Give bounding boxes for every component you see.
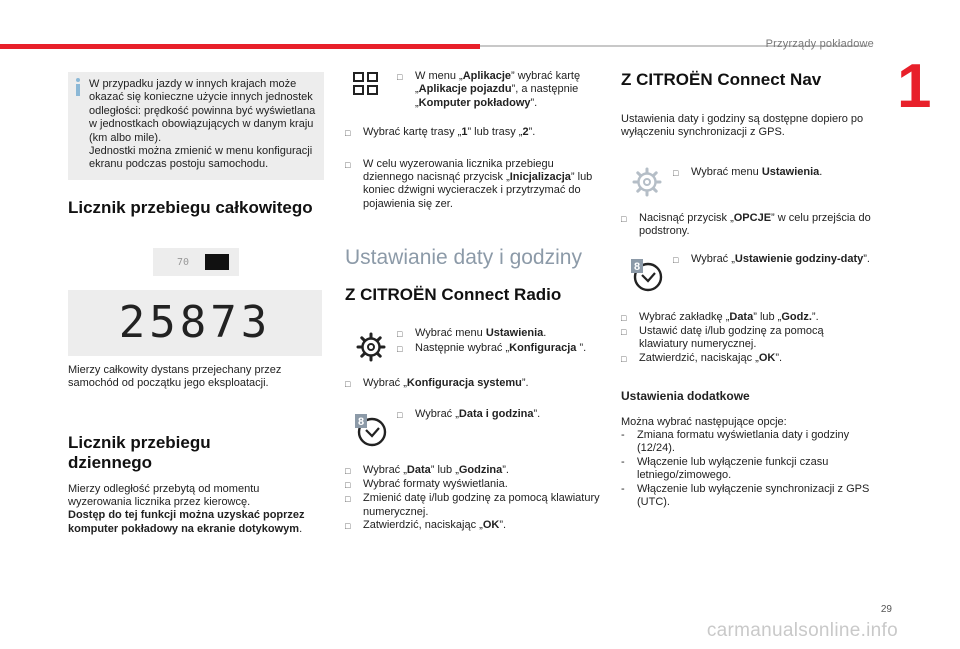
odometer-display [68, 290, 322, 356]
column-1 [68, 72, 324, 536]
odometer-title: Licznik przebiegu całkowitego [68, 197, 313, 217]
column-3 [621, 70, 871, 510]
step-apps: □ W menu „Aplikacje” wybrać kartę „Aplikacje pojazdu”, a następnie „Komputer pokładowy”. [397, 70, 581, 109]
checkbox-bullet-icon: □ [621, 213, 627, 224]
step-reset: □ W celu wyzerowania licznika przebiegu dziennego nacisnąć przycisk „Inicjalizacja” lub koniec dźwigni wycieraczek i przytrzymać do pojawienia się zer. [345, 157, 593, 210]
gear-icon [621, 162, 673, 202]
checkbox-bullet-icon: □ [397, 343, 403, 354]
checkbox-bullet-icon: □ [345, 379, 351, 390]
step-date-time: □ Wybrać „Data i godzina”. [397, 408, 603, 422]
extra-title: Ustawienia dodatkowe [621, 389, 750, 404]
clock-badge: 8 [357, 415, 365, 428]
checkbox-bullet-icon: □ [621, 353, 627, 364]
clock-icon [345, 408, 397, 452]
checkbox-bullet-icon: □ [673, 167, 679, 178]
apps-step-row [345, 70, 603, 110]
extra-item-2: - Włączenie lub wyłączenie funkcji czasu letniego/zimowego. [621, 455, 829, 482]
odometer-value: 25873 [118, 297, 272, 349]
checkbox-bullet-icon: □ [345, 480, 351, 491]
trip-bold-text: Dostęp do tej funkcji można uzyskać poprzez komputer pokładowy na ekranie dotykowym [68, 509, 305, 535]
checkbox-bullet-icon: □ [345, 494, 351, 505]
gear-icon [345, 327, 397, 367]
nav-final-steps [621, 311, 871, 367]
watermark: carmanualsonline.info [706, 620, 898, 641]
header-red-bar [0, 44, 480, 49]
trip-description [68, 483, 324, 537]
date-time-section-title: Ustawianie daty i godziny [345, 246, 582, 270]
checkbox-bullet-icon: □ [345, 521, 351, 532]
checkbox-bullet-icon: □ [673, 254, 679, 265]
trip-desc-text: Mierzy odległość przebytą od momentu wyzerowania licznika przez kierowcę. [68, 482, 260, 509]
step-trip-tab: □ Wybrać kartę trasy „1” lub trasy „2”. [345, 126, 603, 140]
info-text-2: Jednostki można zmienić w menu konfiguracji ekranu podczas postoju samochodu. [89, 145, 313, 171]
trip-title-line2: dziennego [68, 452, 153, 472]
checkbox-bullet-icon: □ [345, 128, 351, 139]
step-date-or-hour: □ Wybrać „Data” lub „Godzina”. [345, 464, 603, 478]
step-configuration: □ Następnie wybrać „Konfiguracja ”. [397, 342, 603, 356]
trip-title-line1: Licznik przebiegu [68, 432, 211, 452]
trip-title [68, 433, 324, 473]
odometer-description: Mierzy całkowity dystans przejechany przez samochód od początku jego eksploatacji. [68, 363, 282, 390]
extra-item-1: - Zmiana formatu wyświetlania daty i godziny (12/24). [621, 429, 850, 455]
column-2 [345, 70, 603, 534]
step-menu-settings: □ Wybrać menu Ustawienia. [397, 327, 603, 341]
clock-badge: 8 [633, 260, 641, 273]
step-change: □ Zmienić datę i/lub godzinę za pomocą klawiatury numerycznej. [345, 492, 600, 518]
checkbox-bullet-icon: □ [621, 312, 627, 323]
chapter-number: 1 [897, 52, 932, 121]
trip-end: . [299, 522, 303, 535]
step-system-config: □ Wybrać „Konfiguracja systemu”. [345, 377, 603, 391]
nav-settings-row [621, 162, 871, 202]
nav-intro: Ustawienia daty i godziny są dostępne dopiero po wyłączeniu synchronizacji z GPS. [621, 113, 864, 139]
apps-grid-icon [345, 70, 397, 100]
step-confirm: □ Zatwierdzić, naciskając „OK”. [345, 519, 603, 533]
extra-intro: Można wybrać następujące opcje: [621, 415, 787, 428]
nav-step-set: □ Ustawić datę i/lub godzinę za pomocą klawiatury numerycznej. [621, 325, 824, 351]
nav-step-tab: □ Wybrać zakładkę „Data” lub „Godz.”. [621, 311, 871, 325]
odometer-small-value: 70 [177, 256, 190, 268]
checkbox-bullet-icon: □ [397, 72, 403, 82]
info-text-1: W przypadku jazdy w innych krajach może okazać się konieczne użycie innych jednostek odległości: prędkość powinna być wyświetlana w jednostkach obowiązujących w danym kraju (km albo mile). [89, 78, 316, 144]
clock-step-row [345, 408, 603, 452]
section-header: Przyrządy pokładowe [765, 38, 874, 50]
extra-item-3: - Włączenie lub wyłączenie synchronizacji z GPS (UTC). [621, 482, 870, 509]
info-box [68, 72, 324, 180]
nav-step-confirm: □ Zatwierdzić, naciskając „OK”. [621, 352, 871, 366]
nav-step-date-time: □ Wybrać „Ustawienie godziny-daty”. [673, 253, 871, 267]
info-icon [75, 78, 82, 96]
nav-step-settings: □ Wybrać menu Ustawienia. [673, 162, 871, 180]
checkbox-bullet-icon: □ [397, 329, 403, 340]
settings-step-row [345, 327, 603, 367]
nav-step-options: □ Nacisnąć przycisk „OPCJE” w celu przejścia do podstrony. [621, 211, 871, 238]
settings-steps [397, 327, 603, 356]
step-formats: □ Wybrać formaty wyświetlania. [345, 478, 603, 492]
checkbox-bullet-icon: □ [345, 159, 351, 170]
clock-icon [621, 253, 673, 297]
display-block [205, 254, 229, 270]
nav-title: Z CITROËN Connect Nav [621, 70, 822, 89]
checkbox-bullet-icon: □ [621, 327, 627, 338]
checkbox-bullet-icon: □ [397, 409, 403, 420]
nav-clock-row [621, 253, 871, 297]
radio-final-steps [345, 464, 603, 534]
checkbox-bullet-icon: □ [345, 465, 351, 476]
page-number: 29 [880, 604, 892, 615]
odometer-small-display [153, 248, 239, 276]
radio-title: Z CITROËN Connect Radio [345, 285, 562, 305]
